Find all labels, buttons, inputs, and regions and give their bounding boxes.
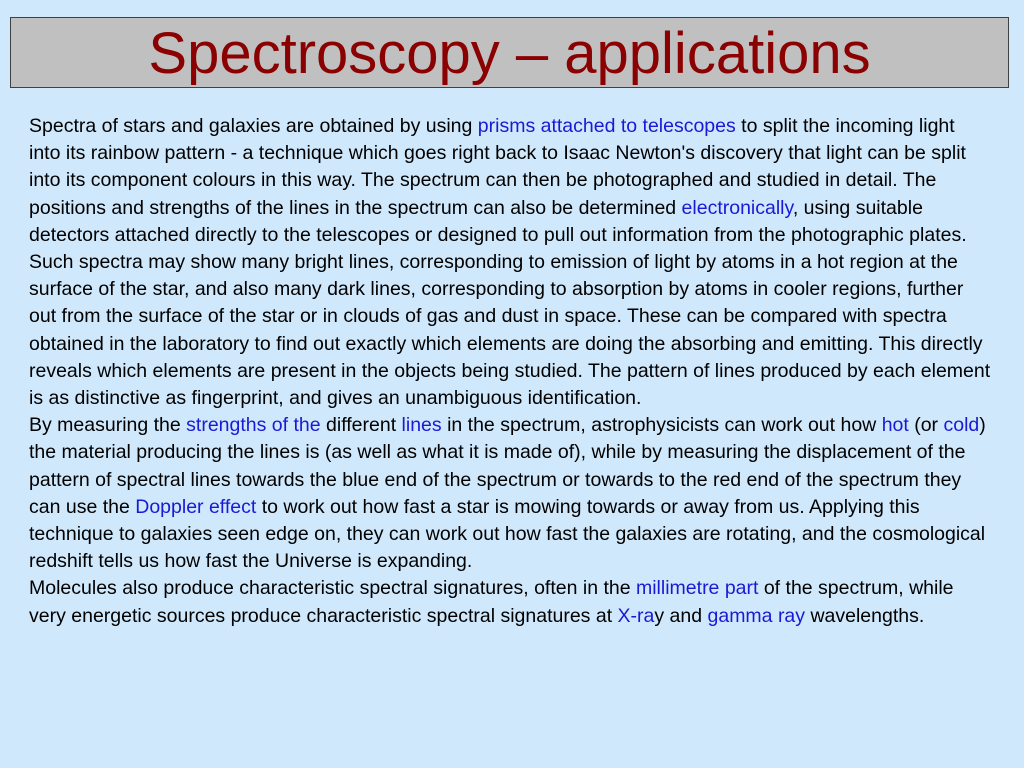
highlight-doppler: Doppler effect <box>135 495 257 518</box>
text-run: Spectra of stars and galaxies are obtained by using <box>29 115 478 137</box>
text-run: y and <box>654 604 708 627</box>
text-run: to split the incoming light into its rainbow pattern - a technique which goes right back to Isaac Newton's discovery that light can be split into its component colours in this way. The spectrum can then be photographed and studied in detail. The positions and strengths of the lines in the spectrum can also be determined <box>29 115 966 219</box>
paragraph-measuring <box>29 412 991 575</box>
title-bar <box>10 17 1009 88</box>
paragraph-molecules <box>29 575 991 629</box>
text-run: ) the material producing the lines is (as well as what it is made of), while by measuring the displacement of the pattern of spectral lines towards the blue end of the spectrum or towards to the red end of the spectrum they can use the <box>29 414 986 518</box>
slide-title: Spectroscopy – applications <box>148 21 871 86</box>
text-run: (or <box>908 414 944 437</box>
text-run: , using suitable detectors attached directly to the telescopes or designed to pull out information from the photographic plates. Such spectra may show many bright lines, corresponding to emission of light by atoms in a hot region at the surface of the star, and also many dark lines, corresponding to absorption by atoms in cooler regions, further out from the surface of the star or in clouds of gas and dust in space. These can be compared with spectra obtained in the laboratory to find out exactly which elements are doing the absorbing and emitting. This directly reveals which elements are present in the objects being studied. The pattern of lines produced by each element is as distinctive as fingerprint, and gives an unambiguous identification. <box>29 196 991 410</box>
highlight-hot: hot <box>881 414 909 437</box>
text-run: wavelengths. <box>805 604 925 627</box>
text-run: to work out how fast a star is mowing towards or away from us. Applying this technique to galaxies seen edge on, they can work out how fast the galaxies are rotating, and the cosmological redshift tells us how fast the Universe is expanding. <box>29 495 986 573</box>
text-run: in the spectrum, astrophysicists can work out how <box>441 414 882 437</box>
highlight-millimetre: millimetre part <box>635 577 759 600</box>
highlight-gamma: gamma ray <box>707 604 806 627</box>
highlight-lines: lines <box>401 414 442 437</box>
text-run: Molecules also produce characteristic spectral signatures, often in the <box>29 577 636 600</box>
highlight-electronically: electronically <box>681 196 793 219</box>
text-run: of the spectrum, while very energetic sources produce characteristic spectral signatures at <box>29 577 954 627</box>
highlight-xray: X-ra <box>617 604 655 627</box>
paragraph-spectra <box>29 113 991 412</box>
highlight-strengths: strengths of the <box>186 414 321 437</box>
text-run: different <box>320 414 402 437</box>
slide-body <box>29 113 991 630</box>
highlight-cold: cold <box>943 414 980 437</box>
highlight-prisms: prisms attached to telescopes <box>477 115 736 137</box>
text-run: By measuring the <box>29 414 187 437</box>
